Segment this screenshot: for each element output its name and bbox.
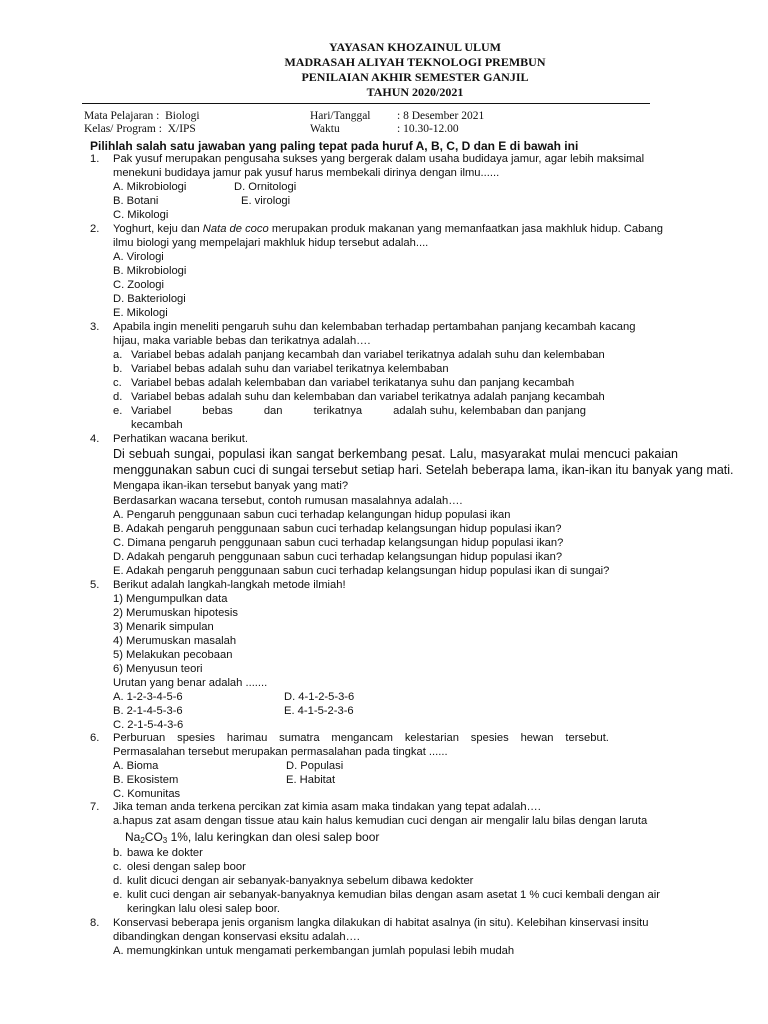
q3-option-e-cont: kecambah	[131, 419, 183, 431]
q6-number: 6.	[90, 732, 100, 744]
instruction: Pilihlah salah satu jawaban yang paling tepat pada huruf A, B, C, D dan E di bawah ini	[90, 139, 579, 153]
q5-text-1: Berikut adalah langkah-langkah metode ilmiah!	[113, 579, 346, 591]
q3-letter-b: b.	[113, 363, 123, 375]
q7-option-b: bawa ke dokter	[127, 847, 203, 859]
q5-option-c: C. 2-1-5-4-3-6	[113, 719, 184, 731]
q6-option-d: D. Populasi	[286, 760, 344, 772]
date-label: Hari/Tanggal	[310, 110, 371, 122]
q5-step-2: 2) Merumuskan hipotesis	[113, 607, 238, 619]
q1-text-2: menekuni budidaya jamur pak yusuf harus membekali dirinya dengan ilmu......	[113, 167, 500, 179]
q5-question: Urutan yang benar adalah .......	[113, 677, 268, 689]
q4-option-d: D. Adakah pengaruh penggunaan sabun cuci terhadap kelangsungan hidup populasi ikan?	[113, 551, 563, 563]
q5-number: 5.	[90, 579, 100, 591]
q5-step-1: 1) Mengumpulkan data	[113, 593, 228, 605]
q1-text-1: Pak yusuf merupakan pengusaha sukses yang bergerak dalam usaha budidaya jamur, agar lebih maksimal	[113, 153, 645, 165]
time-label: Waktu	[310, 123, 340, 135]
q6-option-a: A. Bioma	[113, 760, 159, 772]
q7-letter-c: c.	[113, 861, 122, 873]
q5-step-6: 6) Menyusun teori	[113, 663, 203, 675]
document-header	[0, 40, 768, 100]
header-divider	[82, 103, 650, 104]
q2-option-c: C. Zoologi	[113, 279, 164, 291]
q7-letter-e: e.	[113, 889, 123, 901]
q5-step-5: 5) Melakukan pecobaan	[113, 649, 233, 661]
q1-option-a: A. Mikrobiologi	[113, 181, 187, 193]
q2-option-a: A. Virologi	[113, 251, 164, 263]
q3-option-e: Variabel bebas dan terikatnya adalah suhu, kelembaban dan panjang	[131, 405, 586, 417]
q1-option-b: B. Botani	[113, 195, 159, 207]
q7-option-d: kulit dicuci dengan air sebanyak-banyaknya sebelum dibawa kedokter	[127, 875, 474, 887]
q4-option-c: C. Dimana pengaruh penggunaan sabun cuci terhadap kelangsungan hidup populasi ikan?	[113, 537, 564, 549]
meta-right	[397, 110, 484, 136]
q7-option-a-2: $Na_2CO_3$ 1%, lalu keringkan dan olesi salep boor	[125, 830, 380, 845]
q4-passage-3: Mengapa ikan-ikan tersebut banyak yang mati?	[113, 480, 349, 492]
class-label: Kelas/ Program :	[84, 123, 162, 135]
q4-number: 4.	[90, 433, 100, 445]
q7-option-a-1: a.hapus zat asam dengan tissue atau kain halus kemudian cuci dengan air mengalir lalu bilas dengan laruta	[113, 815, 648, 827]
q8-option-a: A. memungkinkan untuk mengamati perkembangan jumlah populasi lebih mudah	[113, 945, 515, 957]
q3-option-a: Variabel bebas adalah panjang kecambah dan variabel terikatnya adalah suhu dan kelembaban	[131, 349, 605, 361]
class-value: X/IPS	[167, 123, 196, 135]
q7-number: 7.	[90, 801, 100, 813]
meta-left	[84, 110, 200, 136]
q3-option-d: Variabel bebas adalah suhu dan kelembaban dan variabel terikatnya adalah panjang kecambah	[131, 391, 605, 403]
q4-option-b: B. Adakah pengaruh penggunaan sabun cuci terhadap kelangsungan hidup populasi ikan?	[113, 523, 562, 535]
q8-number: 8.	[90, 917, 100, 929]
school-name: MADRASAH ALIYAH TEKNOLOGI PREMBUN	[284, 55, 546, 69]
q4-option-e: E. Adakah pengaruh penggunaan sabun cuci terhadap kelangsungan hidup populasi ikan di sungai?	[113, 565, 610, 577]
q7-option-e-2: keringkan lalu olesi salep boor.	[127, 903, 280, 915]
q8-text-1: Konservasi beberapa jenis organism langka dilakukan di habitat asalnya (in situ). Kelebihan kinservasi insitu	[113, 917, 649, 929]
q5-option-b: B. 2-1-4-5-3-6	[113, 705, 183, 717]
q2-option-b: B. Mikrobiologi	[113, 265, 187, 277]
q8-text-2: dibandingkan dengan konservasi eksitu adalah….	[113, 931, 360, 943]
q7-option-c: olesi dengan salep boor	[127, 861, 246, 873]
q7-option-e-1: kulit cuci dengan air sebanyak-banyaknya kemudian bilas dengan asam asetat 1 % cuci kembali dengan air	[127, 889, 660, 901]
q6-option-c: C. Komunitas	[113, 788, 181, 800]
q2-option-e: E. Mikologi	[113, 307, 168, 319]
q4-passage-4: Berdasarkan wacana tersebut, contoh rumusan masalahnya adalah….	[113, 495, 463, 507]
q5-option-a: A. 1-2-3-4-5-6	[113, 691, 183, 703]
q1-number: 1.	[90, 153, 100, 165]
q3-letter-e: e.	[113, 405, 123, 417]
q3-option-c: Variabel bebas adalah kelembaban dan variabel terikatanya suhu dan panjang kecambah	[131, 377, 575, 389]
exam-name: PENILAIAN AKHIR SEMESTER GANJIL	[301, 70, 529, 84]
q6-option-b: B. Ekosistem	[113, 774, 179, 786]
q4-option-a: A. Pengaruh penggunaan sabun cuci terhadap kelangungan hidup populasi ikan	[113, 509, 511, 521]
q3-text-2: hijau, maka variable bebas dan terikatnya adalah….	[113, 335, 371, 347]
q2-number: 2.	[90, 223, 100, 235]
q1-option-c: C. Mikologi	[113, 209, 169, 221]
q2-option-d: D. Bakteriologi	[113, 293, 186, 305]
q6-text-1: Perburuan spesies harimau sumatra mengancam kelestarian spesies hewan tersebut.	[113, 732, 609, 744]
q3-option-b: Variabel bebas adalah suhu dan variabel terikatnya kelembaban	[131, 363, 449, 375]
q7-letter-d: d.	[113, 875, 123, 887]
q3-letter-a: a.	[113, 349, 123, 361]
q2-text-2: ilmu biologi yang mempelajari makhluk hidup tersebut adalah....	[113, 237, 429, 249]
q3-letter-c: c.	[113, 377, 122, 389]
time-value: : 10.30-12.00	[397, 123, 459, 135]
q3-number: 3.	[90, 321, 100, 333]
q1-option-e: E. virologi	[241, 195, 291, 207]
q7-letter-b: b.	[113, 847, 123, 859]
q5-step-3: 3) Menarik simpulan	[113, 621, 214, 633]
q4-passage-1: Di sebuah sungai, populasi ikan sangat berkembang pesat. Lalu, masyarakat mulai mencuci pakaian	[113, 447, 678, 461]
q3-letter-d: d.	[113, 391, 123, 403]
q1-option-d: D. Ornitologi	[234, 181, 297, 193]
date-value: : 8 Desember 2021	[397, 110, 485, 122]
subject-value: Biologi	[165, 110, 200, 122]
academic-year: TAHUN 2020/2021	[366, 85, 464, 99]
subject-label: Mata Pelajaran :	[84, 110, 160, 122]
q6-text-2: Permasalahan tersebut merupakan permasalahan pada tingkat ......	[113, 746, 448, 758]
q5-step-4: 4) Merumuskan masalah	[113, 635, 237, 647]
q3-text-1: Apabila ingin meneliti pengaruh suhu dan kelembaban terhadap pertambahan panjang kecambah kacang	[113, 321, 636, 333]
meta-mid	[310, 110, 371, 136]
q2-text-1: Yoghurt, keju dan Nata de coco merupakan produk makanan yang memanfaatkan jasa makhluk hidup. Cabang	[113, 223, 664, 235]
q4-text-1: Perhatikan wacana berikut.	[113, 433, 248, 445]
q5-option-e: E. 4-1-5-2-3-6	[284, 705, 354, 717]
foundation-name: YAYASAN KHOZAINUL ULUM	[328, 40, 502, 54]
q7-text-1: Jika teman anda terkena percikan zat kimia asam maka tindakan yang tepat adalah….	[113, 801, 541, 813]
q4-passage-2: menggunakan sabun cuci di sungai tersebut setiap hari. Setelah beberapa lama, ikan-ikan itu banyak yang mati.	[113, 463, 734, 477]
q6-option-e: E. Habitat	[286, 774, 336, 786]
q5-option-d: D. 4-1-2-5-3-6	[284, 691, 355, 703]
